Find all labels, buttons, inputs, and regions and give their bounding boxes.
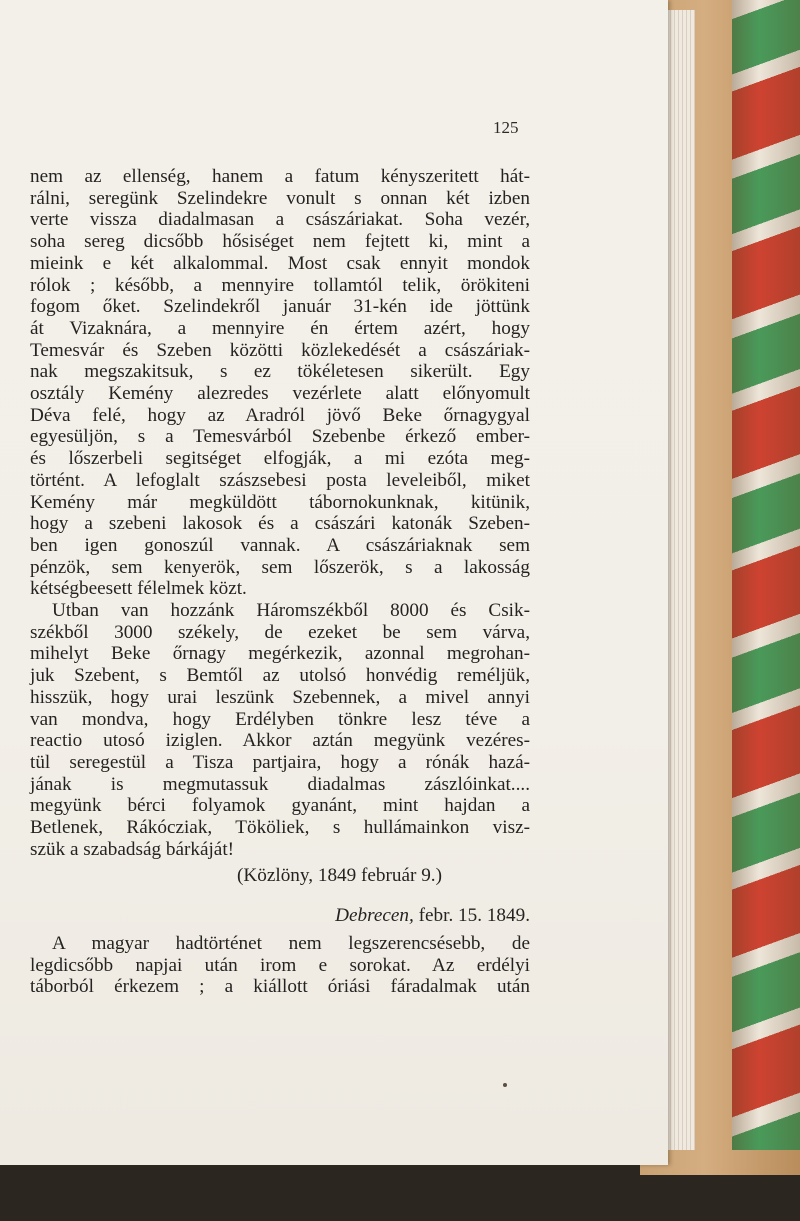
paragraph-2 [30,600,530,860]
text-line: megyünk bérci folyamok gyanánt, mint hajdan a [30,795,530,817]
text-line: legdicsőbb napjai után irom e sorokat. Az erdélyi [30,954,530,976]
page-number: 125 [493,118,519,137]
text-line: hisszük, hogy urai leszünk Szebennek, a mivel annyi [30,686,530,708]
dateline-place: Debrecen, [335,905,414,927]
text-line: A magyar hadtörténet nem legszerencsésebb, de [52,932,530,954]
text-line: juk Szebent, s Bemtől az utolsó honvédig reméljük, [30,665,530,687]
text-line: mihelyt Beke őrnagy megérkezik, azonnal megrohan- [30,643,530,665]
dateline [30,905,530,927]
text-line: ben igen gonoszúl vannak. A császáriaknak sem [30,534,530,556]
text-line: verte vissza diadalmasan a császáriakat. Soha vezér, [30,209,530,231]
ink-speck [503,1083,507,1087]
dateline-date: febr. 15. 1849. [418,905,530,927]
text-line: Déva felé, hogy az Aradról jövő Beke őrnagygyal [30,404,530,426]
text-line: jának is megmutassuk diadalmas zászlóinkat.... [30,773,530,795]
text-line: és lőszerbeli segitséget elfogják, a mi ezóta meg- [30,448,530,470]
text-line: rálni, seregünk Szelindekre vonult s onnan két izben [30,187,530,209]
citation: (Közlöny, 1849 február 9.) [237,864,442,886]
cover-stripe-shade [732,0,800,1150]
text-line: rólok ; később, a mennyire tollamtól telik, örökiteni [30,274,530,296]
paragraph-1 [30,166,530,600]
text-line: nak megszakitsuk, s ez tökéletesen sikerült. Egy [30,361,530,383]
text-line: hogy a szebeni lakosok és a császári katonák Szeben- [30,513,530,535]
text-line: Betlenek, Rákócziak, Tököliek, s hullámainkon visz- [30,817,530,839]
text-line: soha sereg dicsőbb hősiséget nem fejtett ki, mint a [30,231,530,253]
text-line: tül seregestül a Tisza partjaira, hogy a rónák hazá- [30,751,530,773]
text-line: szük a szabadság bárkáját! [30,838,235,860]
text-line: pénzök, sem kenyerök, sem lőszerök, s a lakosság [30,556,530,578]
text-line: fogom őket. Szelindekről január 31-kén ide jöttünk [30,296,530,318]
text-line: Kemény már megküldött tábornokunknak, kitünik, [30,491,530,513]
text-line: nem az ellenség, hanem a fatum kényszeritett hát- [30,166,530,187]
text-line: osztály Kemény alezredes vezérlete alatt előnyomult [30,383,530,405]
text-line: székből 3000 székely, de ezeket be sem várva, [30,621,530,643]
text-line: kétségbeesett félelmek közt. [30,578,247,600]
text-line: át Vizaknára, a mennyire én értem azért, hogy [30,317,530,339]
text-line: mieink e két alkalommal. Most csak ennyit mondok [30,252,530,274]
text-line: egyesüljön, s a Temesvárból Szebenbe érkező ember- [30,426,530,448]
text-line: Utban van hozzánk Háromszékből 8000 és Csik- [52,600,530,622]
text-line: táborból érkezem ; a kiállott óriási fáradalmak után [30,976,530,998]
paragraph-3 [30,933,530,998]
text-line: reactio utosó iziglen. Akkor aztán megyünk vezéres- [30,730,530,752]
body-text [30,166,530,998]
text-line: van mondva, hogy Erdélyben tönkre lesz téve a [30,708,530,730]
text-line: Temesvár és Szeben közötti közlekedését a császáriak- [30,339,530,361]
text-line: történt. A lefoglalt szászsebesi posta leveleiből, miket [30,469,530,491]
